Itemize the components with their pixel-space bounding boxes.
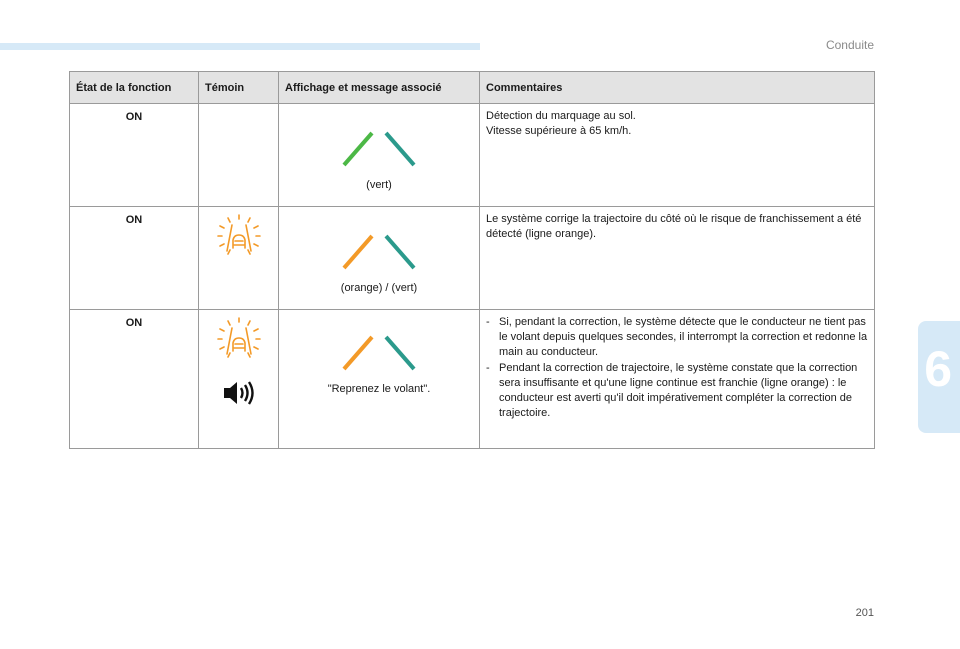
chapter-number: 6: [924, 341, 952, 397]
lane-lines-icon: [324, 123, 434, 175]
lane-keeping-warning-icon: [216, 213, 262, 259]
list-item: - Si, pendant la correction, le système détecte que le conducteur ne tient pas le volant depuis quelques secondes, il interrompt la correction et redonne la main au conducteur.: [486, 315, 868, 361]
lane-lines-icon: [324, 327, 434, 379]
display-cell: [279, 310, 480, 449]
comment-line: Le système corrige la trajectoire du côté où le risque de franchissement a été détecté (ligne orange).: [486, 213, 862, 241]
lane-assist-table: [69, 71, 875, 449]
display-caption: "Reprenez le volant".: [327, 383, 431, 395]
indicator-cell: [199, 207, 279, 310]
lane-keeping-warning-icon: [216, 316, 262, 362]
left-lane-line: [344, 236, 372, 268]
left-lane-line: [344, 133, 372, 165]
column-header-indicator: Témoin: [199, 72, 279, 104]
comment-cell: [480, 310, 875, 449]
table-row: [70, 310, 875, 449]
state-cell: ON: [70, 104, 199, 207]
header-accent-bar: [0, 43, 480, 50]
speaker-sound-icon: [222, 379, 256, 407]
display-caption: (orange) / (vert): [340, 282, 418, 294]
left-lane-line: [344, 337, 372, 369]
display-caption: (vert): [366, 179, 392, 191]
comment-line: Détection du marquage au sol.: [486, 110, 636, 122]
section-title: Conduite: [825, 38, 874, 52]
page-number: 201: [855, 607, 874, 619]
comment-line: Vitesse supérieure à 65 km/h.: [486, 125, 632, 138]
column-header-display: Affichage et message associé: [279, 72, 480, 104]
column-header-comments: Commentaires: [480, 72, 875, 104]
lane-lines-icon: [324, 226, 434, 278]
indicator-cell: [199, 104, 279, 207]
display-cell: [279, 207, 480, 310]
comment-cell: [480, 104, 875, 207]
right-lane-line: [386, 133, 414, 165]
display-cell: [279, 104, 480, 207]
right-lane-line: [386, 337, 414, 369]
table-row: [70, 207, 875, 310]
table-row: [70, 104, 875, 207]
comment-list: [486, 315, 868, 421]
table-header-row: [70, 72, 875, 104]
right-lane-line: [386, 236, 414, 268]
indicator-cell: [199, 310, 279, 449]
list-item: - Pendant la correction de trajectoire, le système constate que la correction sera insuffisante et qu'une ligne continue est franchie (ligne orange) : le conducteur est averti qu'il doit impérativement compléter la correction de trajectoire.: [486, 361, 868, 422]
state-cell: ON: [70, 310, 199, 449]
comment-cell: [480, 207, 875, 310]
column-header-state: État de la fonction: [70, 72, 199, 104]
state-cell: ON: [70, 207, 199, 310]
